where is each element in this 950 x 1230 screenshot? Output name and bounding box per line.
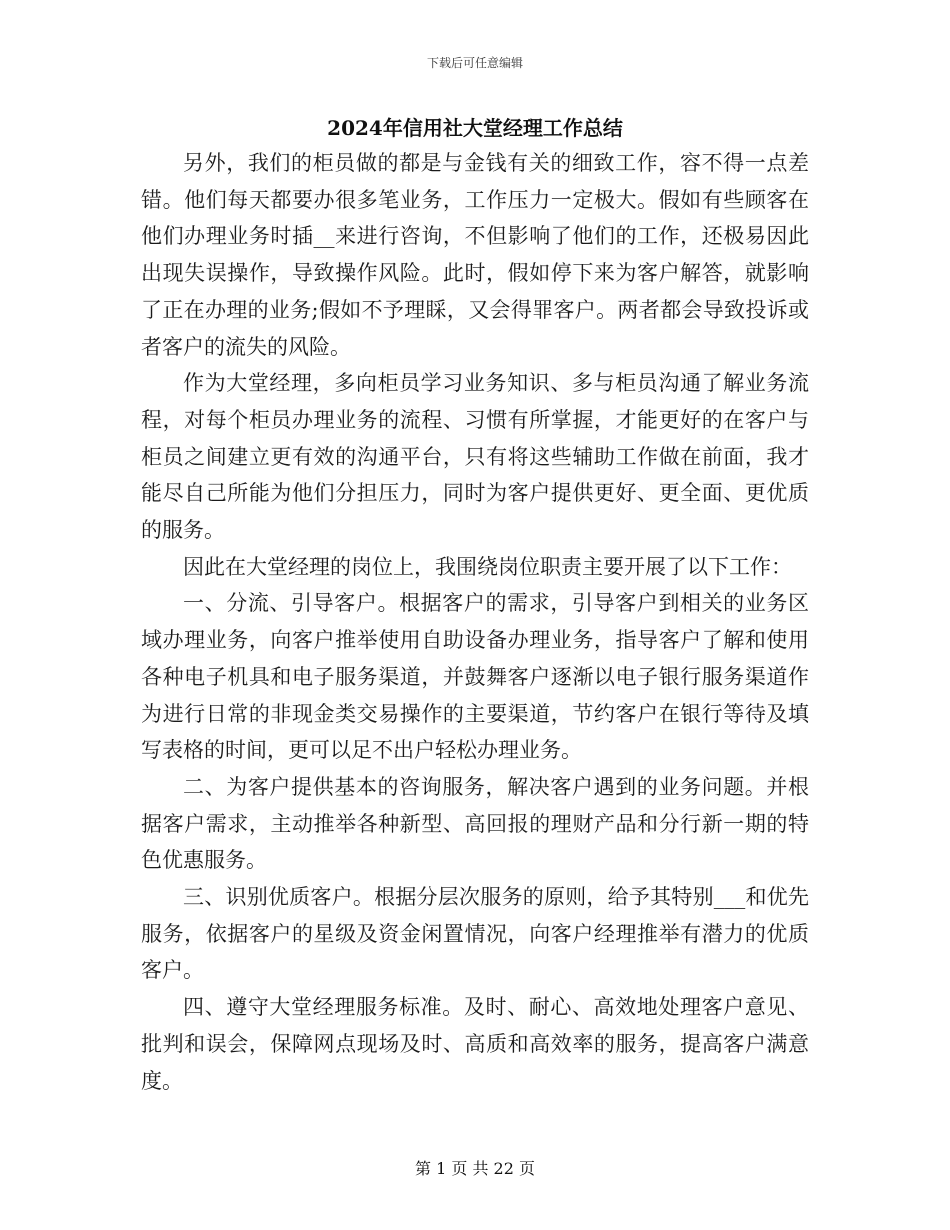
page-number: 第 1 页 共 22 页 — [415, 1159, 535, 1178]
document-body — [141, 145, 809, 1099]
paragraph-3: 因此在大堂经理的岗位上，我围绕岗位职责主要开展了以下工作： — [183, 554, 792, 579]
paragraph-4: 一、分流、引导客户。根据客户的需求，引导客户到相关的业务区域办理业务，向客户推举使用自助设备办理业务，指导客户了解和使用各种电子机具和电子服务渠道，并鼓舞客户逐渐以电子银行服务渠道作为进行日常的非现金类交易操作的主要渠道，节约客户在银行等待及填写表格的时间，更可以足不出户轻松办理业务。 — [141, 591, 809, 763]
paragraph-2: 作为大堂经理，多向柜员学习业务知识、多与柜员沟通了解业务流程，对每个柜员办理业务的流程、习惯有所掌握，才能更好的在客户与柜员之间建立更有效的沟通平台，只有将这些辅助工作做在前面，我才能尽自己所能为他们分担压力，同时为客户提供更好、更全面、更优质的服务。 — [141, 371, 809, 543]
paragraph-5: 二、为客户提供基本的咨询服务，解决客户遇到的业务问题。并根据客户需求，主动推举各种新型、高回报的理财产品和分行新一期的特色优惠服务。 — [141, 774, 809, 873]
download-note: 下载后可任意编辑 — [426, 56, 523, 70]
paragraph-7: 四、遵守大堂经理服务标准。及时、耐心、高效地处理客户意见、批判和误会，保障网点现场及时、高质和高效率的服务，提高客户满意度。 — [141, 995, 809, 1093]
document-title: 2024年信用社大堂经理工作总结 — [327, 116, 623, 140]
paragraph-6: 三、识别优质客户。根据分层次服务的原则，给予其特别___和优先服务，依据客户的星级及资金闲置情况，向客户经理推举有潜力的优质客户。 — [141, 885, 809, 983]
paragraph-1: 另外，我们的柜员做的都是与金钱有关的细致工作，容不得一点差错。他们每天都要办很多笔业务，工作压力一定极大。假如有些顾客在他们办理业务时插__来进行咨询，不但影响了他们的工作，还极易因此出现失误操作，导致操作风险。此时，假如停下来为客户解答，就影响了正在办理的业务;假如不予理睬，又会得罪客户。两者都会导致投诉或者客户的流失的风险。 — [141, 151, 809, 359]
